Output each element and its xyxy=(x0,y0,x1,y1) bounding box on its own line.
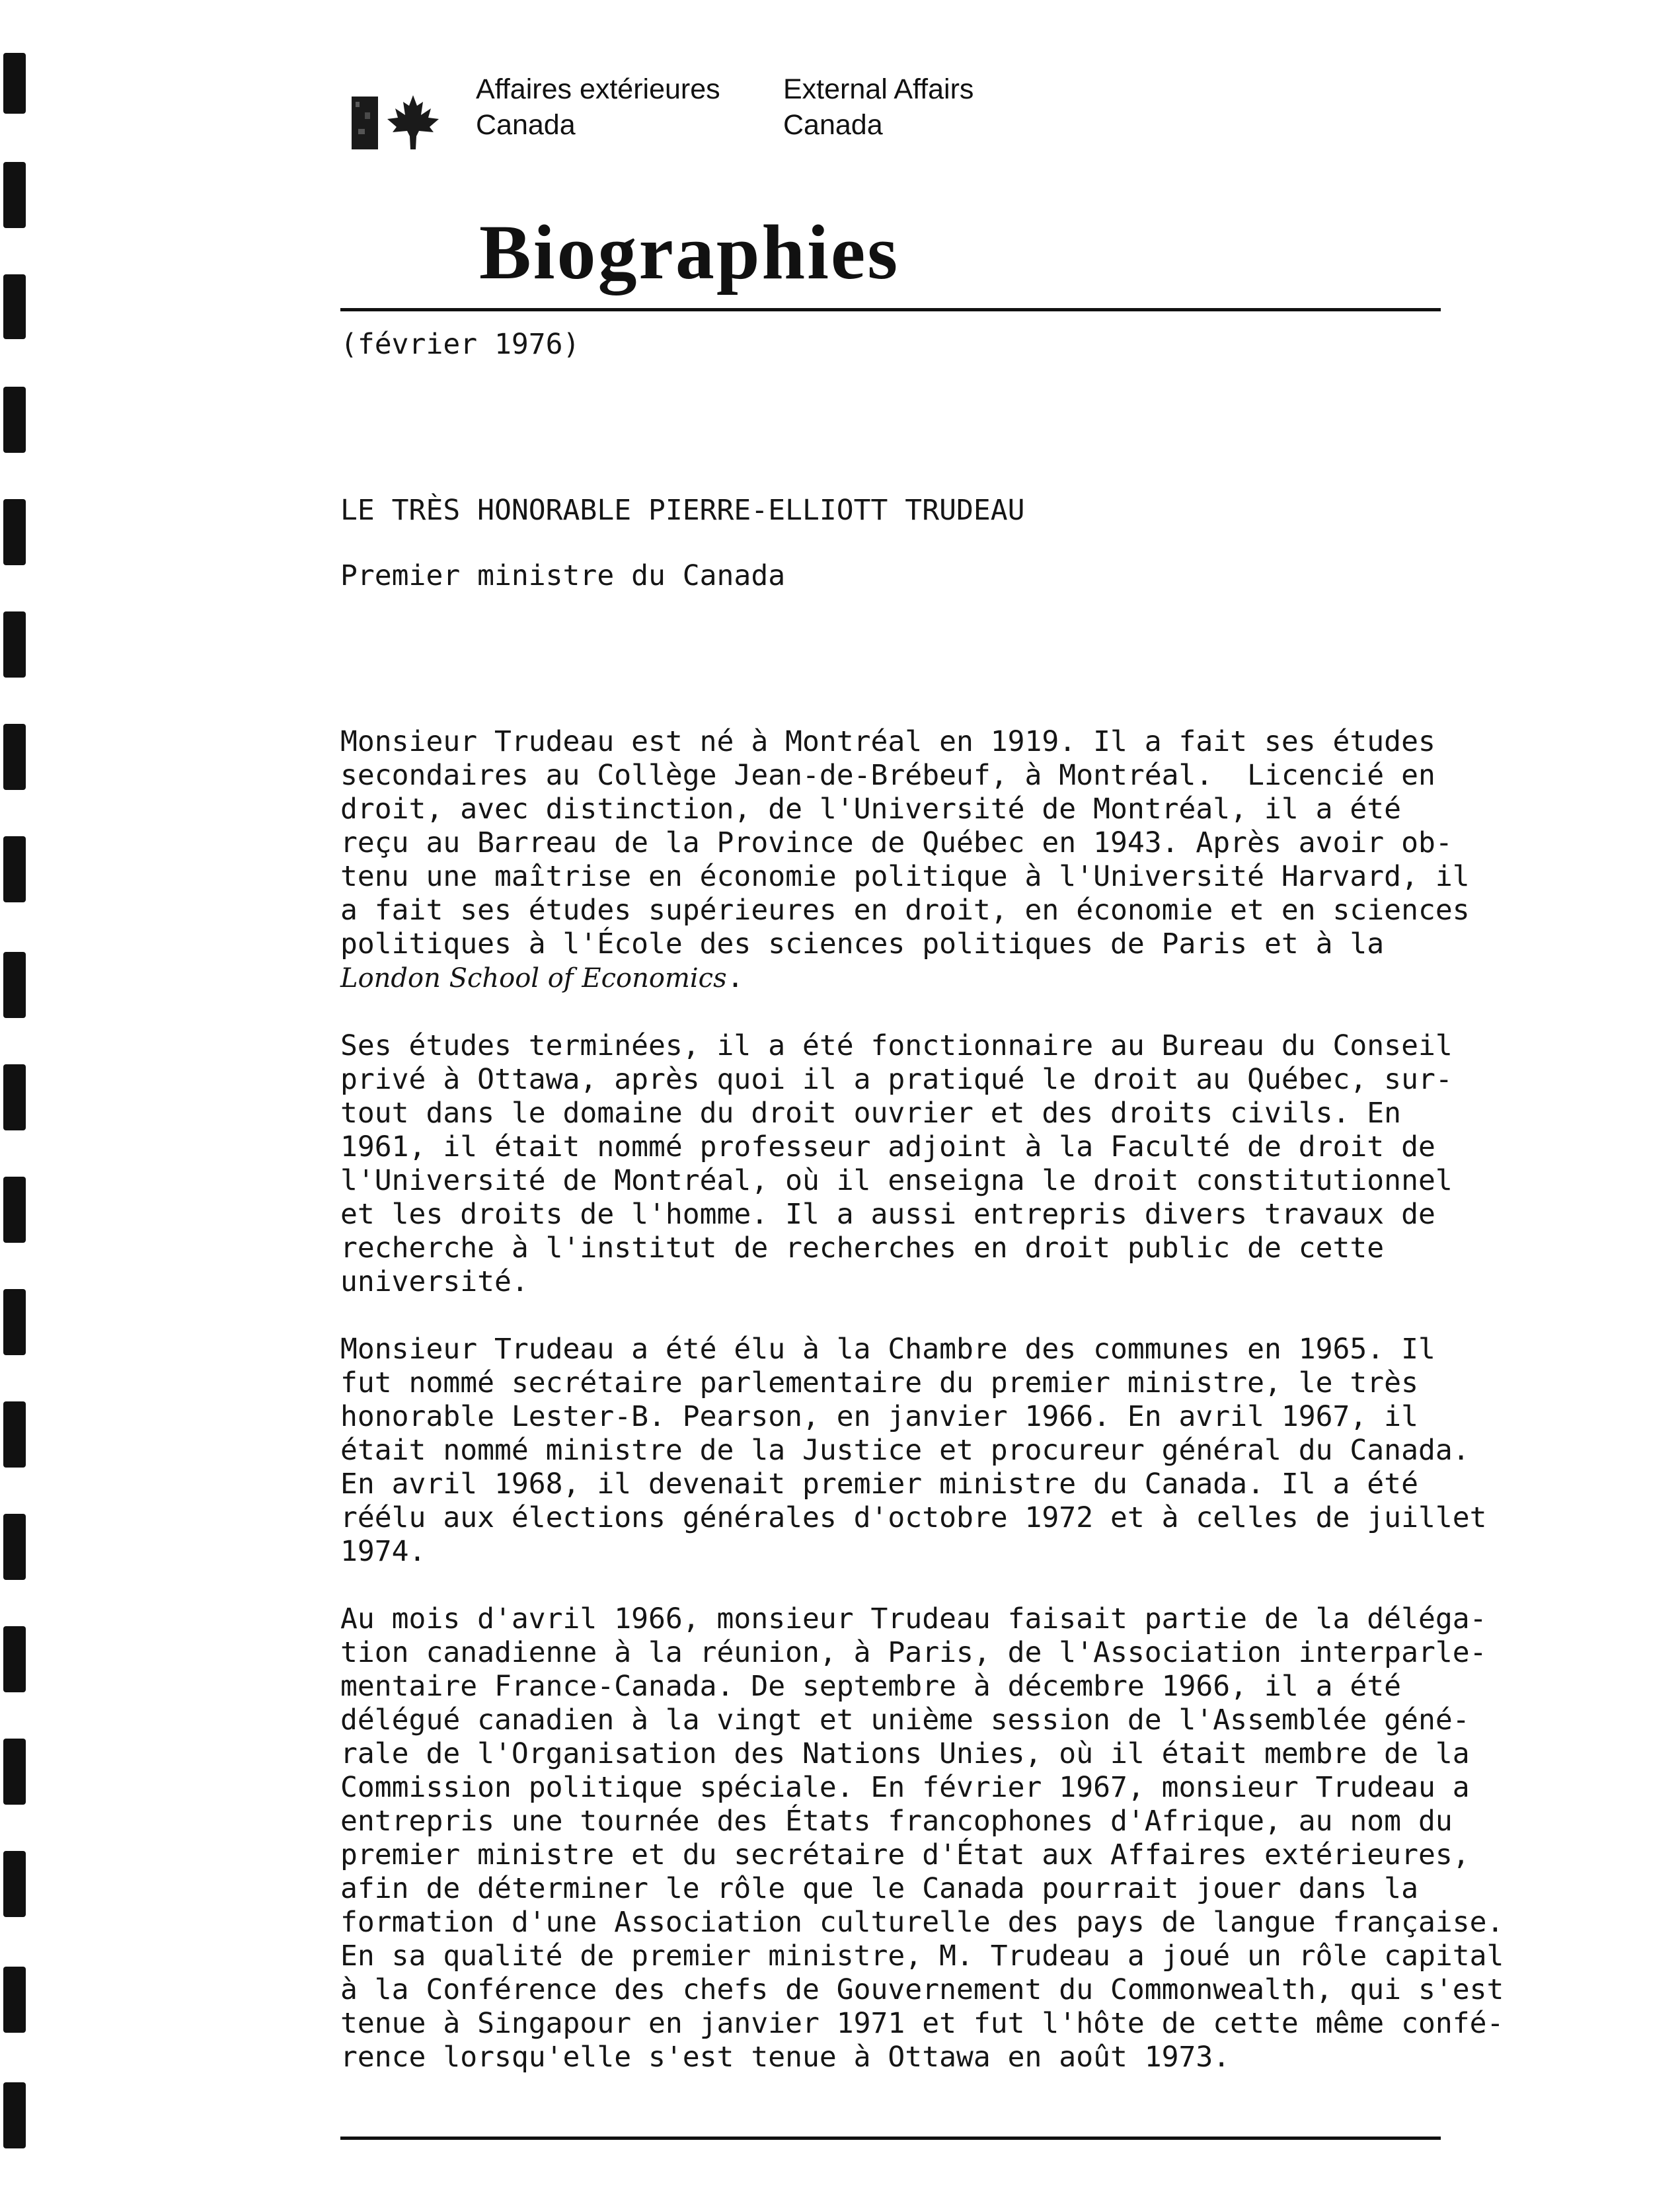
department-fr-line: Affaires extérieures xyxy=(476,73,720,105)
binder-hole xyxy=(3,162,26,228)
paragraph-line: reçu au Barreau de la Province de Québec en 1943. Après avoir ob- xyxy=(340,826,1453,859)
paragraph-line: Monsieur Trudeau est né à Montréal en 1919. Il a fait ses études xyxy=(340,725,1435,758)
binder-holes xyxy=(0,0,53,2198)
biography-paragraph: Au mois d'avril 1966, monsieur Trudeau faisait partie de la déléga- tion canadienne à la réunion, à Paris, de l'Association interparle- mentaire France-Canada. De septembre à décembre 1966, il a été délégué canadien à la vingt et unième session de l'Assemblée géné- rale de l'Organisation des Nations Unies, où il était membre de la Commission politique spéciale. En février 1967, monsieur Trudeau a entrepris une tournée des États francophones d'Afrique, au nom du premier ministre et du secrétaire d'État aux Affaires extérieures, afin de déterminer le rôle que le Canada pourrait jouer dans la formation d'une Association culturelle des pays de langue française. En sa qualité de premier ministre, M. Trudeau a joué un rôle capital à la Conférence des chefs de Gouvernement du Commonwealth, qui s'est tenue à Singapour en janvier 1971 et fut l'hôte de cette même confé- rence lorsqu'elle s'est tenue à Ottawa en août 1973. xyxy=(340,1602,1504,2074)
document-title: Biographies xyxy=(479,209,900,295)
paragraph-end: . xyxy=(726,961,744,994)
binder-hole xyxy=(3,387,26,453)
binder-hole xyxy=(3,1514,26,1580)
biography-paragraph xyxy=(340,725,1470,996)
subject-role: Premier ministre du Canada xyxy=(340,559,786,592)
binder-hole xyxy=(3,1177,26,1243)
department-en-line: External Affairs xyxy=(783,73,974,105)
binder-hole xyxy=(3,1401,26,1468)
letterhead xyxy=(350,71,1474,157)
binder-hole xyxy=(3,1967,26,2033)
binder-hole xyxy=(3,1289,26,1355)
department-name-en xyxy=(783,71,974,143)
binder-hole xyxy=(3,1739,26,1805)
document-date: (février 1976) xyxy=(340,328,580,361)
paragraph-line: a fait ses études supérieures en droit, en économie et en sciences xyxy=(340,894,1470,927)
biography-text xyxy=(340,725,1504,2108)
paragraph-line: droit, avec distinction, de l'Université de Montréal, il a été xyxy=(340,793,1402,826)
maple-leaf-flag-icon xyxy=(350,93,443,152)
paragraph-line: tenu une maîtrise en économie politique à l'Université Harvard, il xyxy=(340,860,1470,893)
binder-hole xyxy=(3,724,26,790)
department-name-fr xyxy=(476,71,720,143)
department-fr-line: Canada xyxy=(476,109,576,141)
binder-hole xyxy=(3,274,26,339)
department-en-line: Canada xyxy=(783,109,883,141)
binder-hole xyxy=(3,836,26,902)
binder-hole xyxy=(3,611,26,678)
binder-hole xyxy=(3,2082,26,2148)
footer-rule xyxy=(340,2137,1441,2140)
binder-hole xyxy=(3,499,26,565)
binder-hole xyxy=(3,1064,26,1130)
title-rule xyxy=(340,308,1441,311)
biography-paragraph: Monsieur Trudeau a été élu à la Chambre des communes en 1965. Il fut nommé secrétaire parlementaire du premier ministre, le très honorable Lester-B. Pearson, en janvier 1966. En avril 1967, il était nommé ministre de la Justice et procureur général du Canada. En avril 1968, il devenait premier ministre du Canada. Il a été réélu aux élections générales d'octobre 1972 et à celles de juillet 1974. xyxy=(340,1333,1487,1568)
subject-name: LE TRÈS HONORABLE PIERRE-ELLIOTT TRUDEAU xyxy=(340,494,1025,527)
paragraph-line: politiques à l'École des sciences politiques de Paris et à la xyxy=(340,927,1385,961)
binder-hole xyxy=(3,1626,26,1692)
binder-hole xyxy=(3,53,26,114)
paragraph-line: secondaires au Collège Jean-de-Brébeuf, à Montréal. Licencié en xyxy=(340,759,1435,792)
biography-paragraph: Ses études terminées, il a été fonctionnaire au Bureau du Conseil privé à Ottawa, après quoi il a pratiqué le droit au Québec, sur- tout dans le domaine du droit ouvrier et des droits civils. En 1961, il était nommé professeur adjoint à la Faculté de droit de l'Université de Montréal, où il enseigna le droit constitutionnel et les droits de l'homme. Il a aussi entrepris divers travaux de recherche à l'institut de recherches en droit public de cette université. xyxy=(340,1029,1453,1298)
binder-hole xyxy=(3,1851,26,1917)
binder-hole xyxy=(3,952,26,1018)
school-name-italic: London School of Economics xyxy=(340,963,727,994)
